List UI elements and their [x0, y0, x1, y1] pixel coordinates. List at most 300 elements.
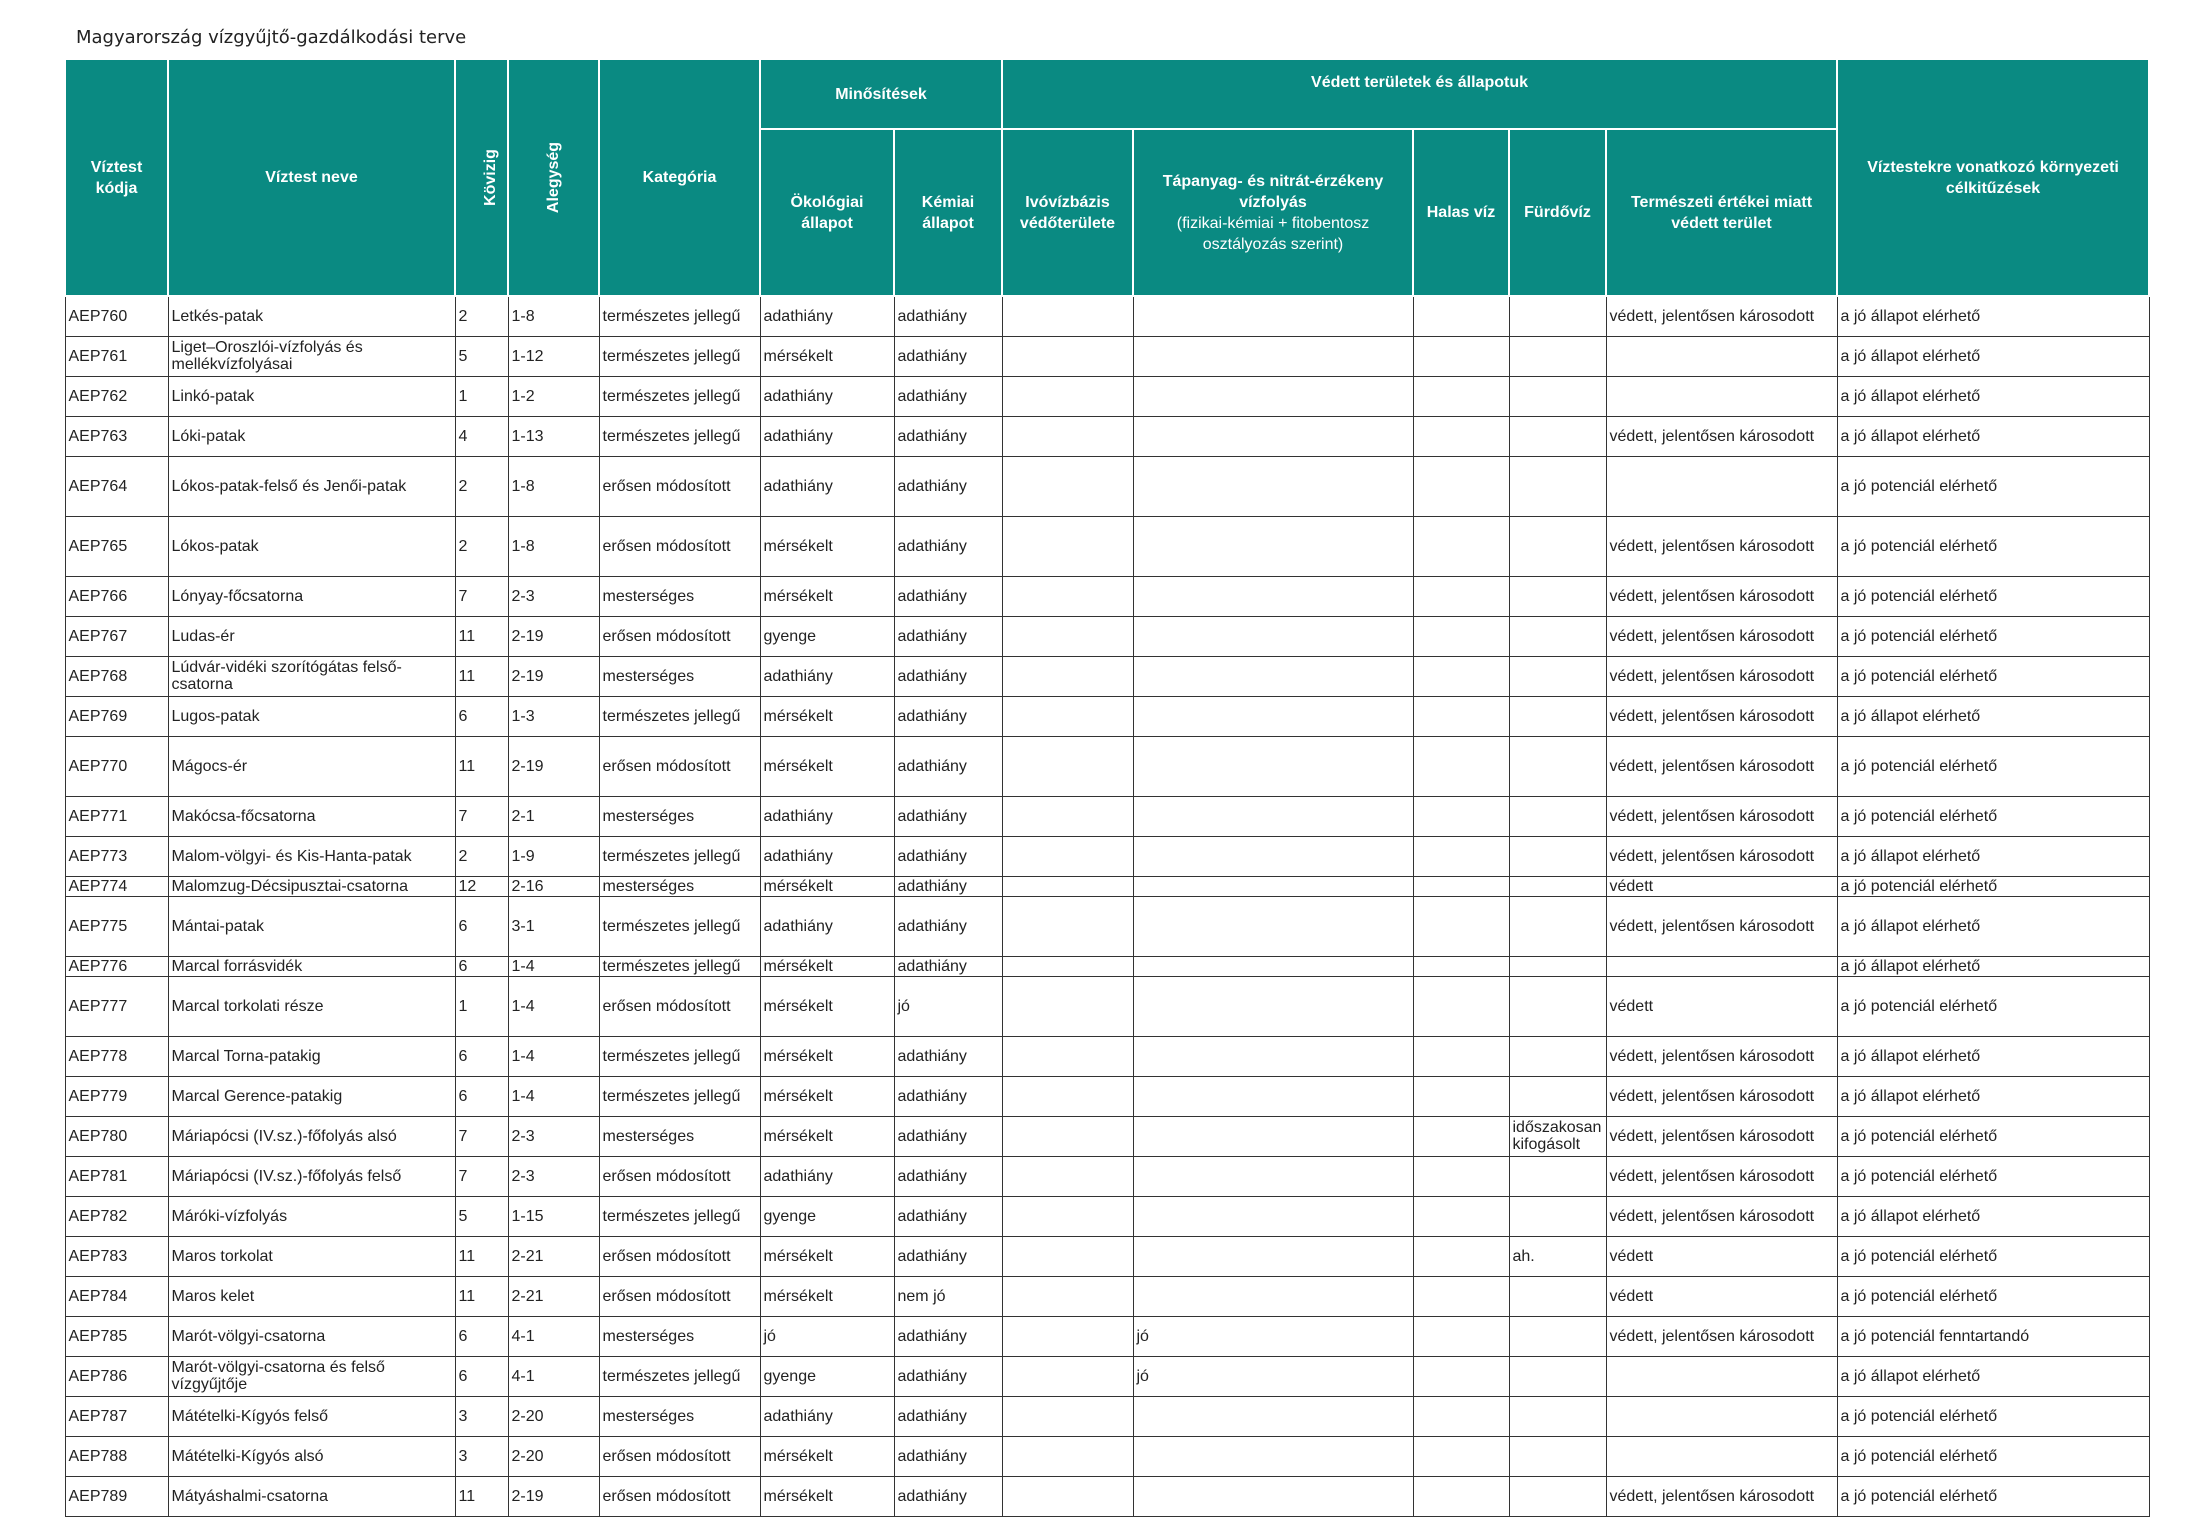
header-termeszeti: Természeti értékei miatt védett terület: [1606, 129, 1837, 296]
cell-okologiai: mérsékelt: [760, 1036, 894, 1076]
cell-kemiai: adathiány: [894, 1396, 1002, 1436]
cell-kemiai: adathiány: [894, 456, 1002, 516]
cell-alegyseg: 2-19: [508, 656, 599, 696]
cell-alegyseg: 2-16: [508, 876, 599, 896]
cell-cel: a jó potenciál elérhető: [1837, 1116, 2149, 1156]
cell-halas: [1413, 956, 1509, 976]
cell-okologiai: adathiány: [760, 1396, 894, 1436]
cell-nev: Máriapócsi (IV.sz.)-főfolyás alsó: [168, 1116, 455, 1156]
cell-termeszeti: védett, jelentősen károsodott: [1606, 836, 1837, 876]
cell-halas: [1413, 1476, 1509, 1516]
cell-termeszeti: védett: [1606, 976, 1837, 1036]
cell-alegyseg: 2-1: [508, 796, 599, 836]
cell-kovizig: 6: [455, 1356, 508, 1396]
cell-kemiai: adathiány: [894, 1356, 1002, 1396]
cell-alegyseg: 1-3: [508, 696, 599, 736]
cell-tapanyag: [1133, 1236, 1413, 1276]
cell-ivoviz: [1002, 1156, 1133, 1196]
cell-nev: Makócsa-főcsatorna: [168, 796, 455, 836]
cell-furdo: [1509, 956, 1606, 976]
header-celkituzesek: Víztestekre vonatkozó környezeti célkitűzések: [1837, 59, 2149, 296]
cell-kategoria: természetes jellegű: [599, 336, 760, 376]
cell-kod: AEP765: [65, 516, 168, 576]
cell-kovizig: 7: [455, 796, 508, 836]
cell-cel: a jó potenciál fenntartandó: [1837, 1316, 2149, 1356]
cell-kategoria: természetes jellegű: [599, 416, 760, 456]
cell-okologiai: adathiány: [760, 376, 894, 416]
cell-halas: [1413, 976, 1509, 1036]
cell-kod: AEP776: [65, 956, 168, 976]
table-row: [65, 1116, 2149, 1156]
cell-nev: Marcal Torna-patakig: [168, 1036, 455, 1076]
cell-cel: a jó potenciál elérhető: [1837, 456, 2149, 516]
cell-cel: a jó állapot elérhető: [1837, 896, 2149, 956]
table-row: [65, 296, 2149, 336]
cell-kemiai: adathiány: [894, 1076, 1002, 1116]
cell-ivoviz: [1002, 616, 1133, 656]
cell-okologiai: mérsékelt: [760, 736, 894, 796]
cell-kemiai: adathiány: [894, 416, 1002, 456]
cell-halas: [1413, 836, 1509, 876]
table-row: [65, 376, 2149, 416]
cell-kod: AEP779: [65, 1076, 168, 1116]
cell-kod: AEP789: [65, 1476, 168, 1516]
cell-alegyseg: 1-9: [508, 836, 599, 876]
header-okologiai: Ökológiai állapot: [760, 129, 894, 296]
cell-kovizig: 5: [455, 336, 508, 376]
cell-kategoria: természetes jellegű: [599, 1196, 760, 1236]
cell-kod: AEP783: [65, 1236, 168, 1276]
cell-termeszeti: [1606, 1396, 1837, 1436]
cell-kod: AEP768: [65, 656, 168, 696]
cell-kemiai: adathiány: [894, 736, 1002, 796]
cell-kovizig: 12: [455, 876, 508, 896]
cell-halas: [1413, 1276, 1509, 1316]
cell-nev: Linkó-patak: [168, 376, 455, 416]
table-row: [65, 1236, 2149, 1276]
table-row: [65, 1356, 2149, 1396]
cell-kemiai: adathiány: [894, 956, 1002, 976]
cell-furdo: [1509, 1436, 1606, 1476]
cell-kovizig: 5: [455, 1196, 508, 1236]
cell-okologiai: adathiány: [760, 296, 894, 336]
header-alegyseg-label: Alegység: [544, 141, 562, 214]
table-row: [65, 1156, 2149, 1196]
cell-kovizig: 2: [455, 516, 508, 576]
table-row: [65, 1196, 2149, 1236]
cell-alegyseg: 2-19: [508, 616, 599, 656]
cell-kemiai: adathiány: [894, 576, 1002, 616]
cell-ivoviz: [1002, 336, 1133, 376]
table-row: [65, 1436, 2149, 1476]
cell-kod: AEP763: [65, 416, 168, 456]
cell-halas: [1413, 1396, 1509, 1436]
cell-kod: AEP769: [65, 696, 168, 736]
cell-kovizig: 2: [455, 836, 508, 876]
cell-kod: AEP777: [65, 976, 168, 1036]
cell-termeszeti: védett, jelentősen károsodott: [1606, 296, 1837, 336]
cell-furdo: [1509, 656, 1606, 696]
cell-nev: Marcal torkolati része: [168, 976, 455, 1036]
cell-nev: Mátételki-Kígyós felső: [168, 1396, 455, 1436]
cell-halas: [1413, 1076, 1509, 1116]
cell-nev: Mátyáshalmi-csatorna: [168, 1476, 455, 1516]
cell-cel: a jó állapot elérhető: [1837, 376, 2149, 416]
cell-kod: AEP788: [65, 1436, 168, 1476]
cell-alegyseg: 2-19: [508, 736, 599, 796]
cell-tapanyag: [1133, 1116, 1413, 1156]
cell-ivoviz: [1002, 1396, 1133, 1436]
cell-ivoviz: [1002, 1356, 1133, 1396]
cell-furdo: [1509, 516, 1606, 576]
cell-tapanyag: [1133, 896, 1413, 956]
cell-okologiai: mérsékelt: [760, 1116, 894, 1156]
cell-tapanyag: [1133, 1076, 1413, 1116]
cell-ivoviz: [1002, 696, 1133, 736]
table-row: [65, 616, 2149, 656]
cell-halas: [1413, 1356, 1509, 1396]
cell-tapanyag: [1133, 1476, 1413, 1516]
table-row: [65, 1476, 2149, 1516]
header-kovizig-label: Kövizig: [481, 149, 499, 206]
cell-ivoviz: [1002, 876, 1133, 896]
cell-ivoviz: [1002, 576, 1133, 616]
cell-ivoviz: [1002, 656, 1133, 696]
cell-termeszeti: [1606, 376, 1837, 416]
cell-nev: Ludas-ér: [168, 616, 455, 656]
cell-okologiai: jó: [760, 1316, 894, 1356]
cell-halas: [1413, 876, 1509, 896]
cell-tapanyag: [1133, 576, 1413, 616]
cell-halas: [1413, 1316, 1509, 1356]
cell-nev: Lókos-patak: [168, 516, 455, 576]
table-row: [65, 656, 2149, 696]
cell-cel: a jó potenciál elérhető: [1837, 1436, 2149, 1476]
cell-kemiai: adathiány: [894, 376, 1002, 416]
cell-halas: [1413, 376, 1509, 416]
cell-ivoviz: [1002, 456, 1133, 516]
cell-cel: a jó állapot elérhető: [1837, 296, 2149, 336]
cell-kovizig: 11: [455, 656, 508, 696]
cell-furdo: [1509, 336, 1606, 376]
cell-ivoviz: [1002, 896, 1133, 956]
cell-cel: a jó potenciál elérhető: [1837, 736, 2149, 796]
cell-alegyseg: 1-4: [508, 1076, 599, 1116]
cell-kovizig: 6: [455, 1076, 508, 1116]
cell-ivoviz: [1002, 1276, 1133, 1316]
cell-furdo: [1509, 296, 1606, 336]
cell-kod: AEP764: [65, 456, 168, 516]
cell-kemiai: adathiány: [894, 1036, 1002, 1076]
cell-termeszeti: védett, jelentősen károsodott: [1606, 576, 1837, 616]
cell-alegyseg: 1-12: [508, 336, 599, 376]
cell-ivoviz: [1002, 1116, 1133, 1156]
cell-okologiai: mérsékelt: [760, 976, 894, 1036]
cell-halas: [1413, 696, 1509, 736]
cell-alegyseg: 1-2: [508, 376, 599, 416]
cell-kovizig: 2: [455, 456, 508, 516]
cell-cel: a jó potenciál elérhető: [1837, 576, 2149, 616]
cell-furdo: [1509, 796, 1606, 836]
cell-furdo: [1509, 376, 1606, 416]
table-row: [65, 696, 2149, 736]
cell-tapanyag: [1133, 296, 1413, 336]
table-body: [65, 296, 2149, 1516]
table-row: [65, 1076, 2149, 1116]
cell-ivoviz: [1002, 1436, 1133, 1476]
cell-furdo: [1509, 576, 1606, 616]
cell-furdo: [1509, 1196, 1606, 1236]
cell-furdo: [1509, 1156, 1606, 1196]
cell-ivoviz: [1002, 736, 1133, 796]
cell-furdo: [1509, 616, 1606, 656]
cell-cel: a jó potenciál elérhető: [1837, 976, 2149, 1036]
table-row: [65, 1036, 2149, 1076]
cell-cel: a jó potenciál elérhető: [1837, 1276, 2149, 1316]
cell-termeszeti: védett, jelentősen károsodott: [1606, 1476, 1837, 1516]
cell-kategoria: mesterséges: [599, 1396, 760, 1436]
cell-kovizig: 7: [455, 1156, 508, 1196]
header-halas: Halas víz: [1413, 129, 1509, 296]
cell-kategoria: erősen módosított: [599, 1276, 760, 1316]
table-row: [65, 736, 2149, 796]
cell-termeszeti: védett, jelentősen károsodott: [1606, 1316, 1837, 1356]
table-row: [65, 976, 2149, 1036]
cell-tapanyag: jó: [1133, 1316, 1413, 1356]
header-minositesek: Minősítések: [760, 59, 1002, 129]
cell-ivoviz: [1002, 1316, 1133, 1356]
cell-kemiai: adathiány: [894, 1196, 1002, 1236]
cell-furdo: [1509, 1356, 1606, 1396]
cell-kategoria: természetes jellegű: [599, 1076, 760, 1116]
cell-halas: [1413, 336, 1509, 376]
cell-cel: a jó potenciál elérhető: [1837, 876, 2149, 896]
cell-nev: Malom-völgyi- és Kis-Hanta-patak: [168, 836, 455, 876]
header-kovizig: [455, 59, 508, 296]
cell-nev: Marót-völgyi-csatorna: [168, 1316, 455, 1356]
cell-halas: [1413, 1036, 1509, 1076]
cell-alegyseg: 1-8: [508, 516, 599, 576]
cell-kemiai: adathiány: [894, 1316, 1002, 1356]
cell-halas: [1413, 456, 1509, 516]
cell-tapanyag: [1133, 616, 1413, 656]
cell-kod: AEP785: [65, 1316, 168, 1356]
cell-cel: a jó állapot elérhető: [1837, 1356, 2149, 1396]
cell-cel: a jó állapot elérhető: [1837, 1076, 2149, 1116]
cell-okologiai: adathiány: [760, 416, 894, 456]
cell-termeszeti: védett, jelentősen károsodott: [1606, 896, 1837, 956]
cell-okologiai: adathiány: [760, 1156, 894, 1196]
water-body-table: [64, 58, 2150, 1517]
header-tapanyag: [1133, 129, 1413, 296]
cell-kategoria: erősen módosított: [599, 1156, 760, 1196]
cell-kategoria: természetes jellegű: [599, 296, 760, 336]
cell-furdo: [1509, 896, 1606, 956]
cell-okologiai: mérsékelt: [760, 956, 894, 976]
cell-nev: Máriapócsi (IV.sz.)-főfolyás felső: [168, 1156, 455, 1196]
cell-kategoria: természetes jellegű: [599, 1356, 760, 1396]
cell-ivoviz: [1002, 1036, 1133, 1076]
cell-halas: [1413, 576, 1509, 616]
cell-ivoviz: [1002, 1076, 1133, 1116]
cell-kemiai: adathiány: [894, 876, 1002, 896]
cell-furdo: [1509, 1276, 1606, 1316]
cell-alegyseg: 2-20: [508, 1396, 599, 1436]
cell-ivoviz: [1002, 296, 1133, 336]
cell-kovizig: 11: [455, 1236, 508, 1276]
cell-kod: AEP782: [65, 1196, 168, 1236]
cell-alegyseg: 2-3: [508, 1116, 599, 1156]
header-kategoria: Kategória: [599, 59, 760, 296]
cell-kategoria: természetes jellegű: [599, 696, 760, 736]
cell-tapanyag: [1133, 1276, 1413, 1316]
cell-okologiai: adathiány: [760, 896, 894, 956]
cell-alegyseg: 1-13: [508, 416, 599, 456]
cell-okologiai: mérsékelt: [760, 576, 894, 616]
cell-kod: AEP784: [65, 1276, 168, 1316]
header-kemiai: Kémiai állapot: [894, 129, 1002, 296]
cell-kemiai: jó: [894, 976, 1002, 1036]
cell-cel: a jó potenciál elérhető: [1837, 516, 2149, 576]
cell-tapanyag: [1133, 956, 1413, 976]
cell-nev: Letkés-patak: [168, 296, 455, 336]
cell-alegyseg: 2-20: [508, 1436, 599, 1476]
cell-kategoria: erősen módosított: [599, 516, 760, 576]
cell-furdo: [1509, 736, 1606, 796]
cell-furdo: időszakosan kifogásolt: [1509, 1116, 1606, 1156]
cell-ivoviz: [1002, 1236, 1133, 1276]
cell-okologiai: gyenge: [760, 1356, 894, 1396]
cell-kod: AEP773: [65, 836, 168, 876]
cell-termeszeti: védett: [1606, 876, 1837, 896]
cell-halas: [1413, 656, 1509, 696]
cell-cel: a jó állapot elérhető: [1837, 1196, 2149, 1236]
cell-kemiai: adathiány: [894, 516, 1002, 576]
cell-kod: AEP787: [65, 1396, 168, 1436]
cell-kategoria: mesterséges: [599, 576, 760, 616]
table-row: [65, 516, 2149, 576]
cell-nev: Lugos-patak: [168, 696, 455, 736]
cell-tapanyag: [1133, 376, 1413, 416]
cell-cel: a jó állapot elérhető: [1837, 1036, 2149, 1076]
cell-nev: Mántai-patak: [168, 896, 455, 956]
cell-okologiai: gyenge: [760, 616, 894, 656]
cell-kemiai: adathiány: [894, 896, 1002, 956]
cell-okologiai: mérsékelt: [760, 516, 894, 576]
cell-tapanyag: jó: [1133, 1356, 1413, 1396]
cell-kod: AEP774: [65, 876, 168, 896]
cell-kemiai: adathiány: [894, 296, 1002, 336]
cell-alegyseg: 1-4: [508, 1036, 599, 1076]
cell-kovizig: 11: [455, 1476, 508, 1516]
cell-tapanyag: [1133, 696, 1413, 736]
cell-termeszeti: védett, jelentősen károsodott: [1606, 416, 1837, 456]
cell-furdo: [1509, 976, 1606, 1036]
cell-kod: AEP761: [65, 336, 168, 376]
cell-kod: AEP767: [65, 616, 168, 656]
cell-ivoviz: [1002, 1196, 1133, 1236]
cell-okologiai: mérsékelt: [760, 696, 894, 736]
cell-kovizig: 6: [455, 1036, 508, 1076]
cell-furdo: [1509, 416, 1606, 456]
cell-kod: AEP760: [65, 296, 168, 336]
cell-ivoviz: [1002, 956, 1133, 976]
cell-ivoviz: [1002, 376, 1133, 416]
table-row: [65, 456, 2149, 516]
table-row: [65, 336, 2149, 376]
cell-kemiai: adathiány: [894, 656, 1002, 696]
cell-kategoria: természetes jellegű: [599, 896, 760, 956]
cell-kovizig: 6: [455, 1316, 508, 1356]
cell-kategoria: mesterséges: [599, 876, 760, 896]
cell-alegyseg: 1-8: [508, 456, 599, 516]
cell-cel: a jó állapot elérhető: [1837, 696, 2149, 736]
cell-okologiai: adathiány: [760, 656, 894, 696]
cell-alegyseg: 2-3: [508, 576, 599, 616]
cell-kod: AEP778: [65, 1036, 168, 1076]
cell-termeszeti: védett: [1606, 1276, 1837, 1316]
cell-alegyseg: 1-15: [508, 1196, 599, 1236]
cell-kovizig: 11: [455, 736, 508, 796]
cell-nev: Lúdvár-vidéki szorítógátas felső-csatorna: [168, 656, 455, 696]
cell-kod: AEP766: [65, 576, 168, 616]
cell-cel: a jó potenciál elérhető: [1837, 1476, 2149, 1516]
cell-kovizig: 6: [455, 696, 508, 736]
cell-furdo: [1509, 1316, 1606, 1356]
table-row: [65, 576, 2149, 616]
cell-okologiai: adathiány: [760, 836, 894, 876]
cell-termeszeti: védett: [1606, 1236, 1837, 1276]
cell-halas: [1413, 796, 1509, 836]
cell-kategoria: erősen módosított: [599, 976, 760, 1036]
cell-nev: Lóki-patak: [168, 416, 455, 456]
cell-alegyseg: 4-1: [508, 1316, 599, 1356]
cell-kovizig: 6: [455, 956, 508, 976]
document-title: Magyarország vízgyűjtő-gazdálkodási terve: [76, 27, 467, 48]
table-row: [65, 416, 2149, 456]
cell-alegyseg: 1-4: [508, 956, 599, 976]
cell-termeszeti: [1606, 336, 1837, 376]
cell-cel: a jó potenciál elérhető: [1837, 1236, 2149, 1276]
cell-furdo: [1509, 1476, 1606, 1516]
cell-kod: AEP780: [65, 1116, 168, 1156]
cell-kategoria: mesterséges: [599, 656, 760, 696]
cell-tapanyag: [1133, 876, 1413, 896]
cell-alegyseg: 3-1: [508, 896, 599, 956]
cell-kovizig: 1: [455, 976, 508, 1036]
cell-tapanyag: [1133, 836, 1413, 876]
cell-furdo: [1509, 696, 1606, 736]
cell-furdo: [1509, 1076, 1606, 1116]
cell-kategoria: természetes jellegű: [599, 1036, 760, 1076]
cell-okologiai: mérsékelt: [760, 876, 894, 896]
cell-cel: a jó állapot elérhető: [1837, 336, 2149, 376]
cell-tapanyag: [1133, 1156, 1413, 1196]
cell-termeszeti: védett, jelentősen károsodott: [1606, 1196, 1837, 1236]
cell-alegyseg: 1-4: [508, 976, 599, 1036]
cell-kategoria: erősen módosított: [599, 736, 760, 796]
cell-okologiai: mérsékelt: [760, 1476, 894, 1516]
cell-okologiai: mérsékelt: [760, 1436, 894, 1476]
cell-cel: a jó állapot elérhető: [1837, 956, 2149, 976]
cell-okologiai: mérsékelt: [760, 1276, 894, 1316]
cell-halas: [1413, 416, 1509, 456]
cell-halas: [1413, 736, 1509, 796]
cell-kemiai: adathiány: [894, 1236, 1002, 1276]
cell-kemiai: adathiány: [894, 336, 1002, 376]
table-row: [65, 896, 2149, 956]
cell-halas: [1413, 296, 1509, 336]
